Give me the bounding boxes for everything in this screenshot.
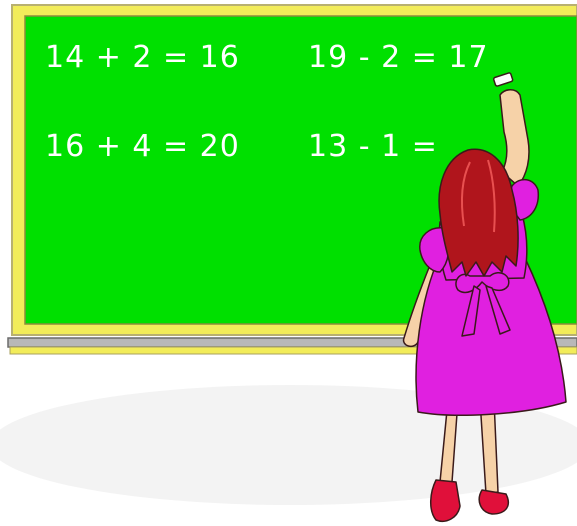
left-shoe — [431, 480, 460, 521]
right-shoe — [479, 490, 508, 514]
equation-1: 14 + 2 = 16 — [45, 40, 240, 75]
equation-4: 13 - 1 = — [308, 129, 438, 164]
equation-2: 19 - 2 = 17 — [308, 40, 489, 75]
equation-3: 16 + 4 = 20 — [45, 129, 240, 164]
